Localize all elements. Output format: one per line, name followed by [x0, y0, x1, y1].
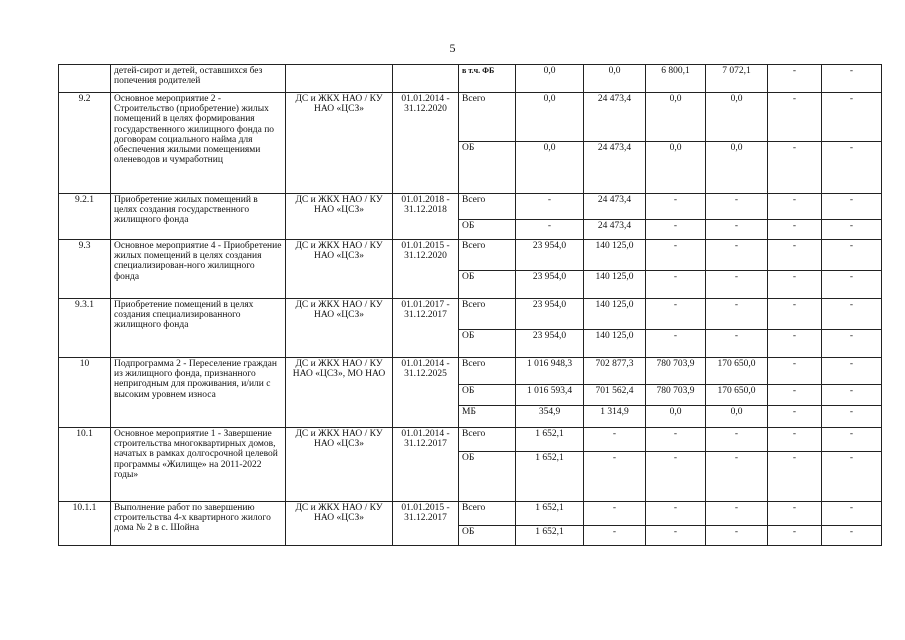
amount-cell: -	[768, 142, 822, 194]
executor-cell: ДС и ЖКХ НАО / КУ НАО «ЦСЗ»	[286, 93, 393, 194]
table-row	[59, 299, 882, 330]
amount-cell: -	[646, 240, 706, 271]
amount-cell: -	[706, 452, 768, 502]
measure-name-cell: Основное мероприятие 4 - Приобретение жилых помещений в целях создания специализирован-ного жилищного фонда	[111, 240, 286, 299]
amount-cell: -	[706, 271, 768, 299]
measure-name-cell: детей-сирот и детей, оставшихся без попечения родителей	[111, 65, 286, 93]
amount-cell: -	[768, 194, 822, 220]
amount-cell: 1 314,9	[584, 406, 646, 428]
amount-cell: -	[768, 526, 822, 546]
amount-cell: 1 652,1	[516, 502, 584, 526]
amount-cell: -	[768, 271, 822, 299]
measure-name-cell: Приобретение жилых помещений в целях создания государственного жилищного фонда	[111, 194, 286, 240]
amount-cell: 780 703,9	[646, 385, 706, 406]
amount-cell: 0,0	[646, 93, 706, 142]
amount-cell: -	[822, 452, 882, 502]
funding-source-cell: Всего	[459, 502, 516, 526]
amount-cell: -	[646, 330, 706, 358]
table-row	[59, 502, 882, 526]
funding-source-cell: ОБ	[459, 452, 516, 502]
amount-cell: 140 125,0	[584, 330, 646, 358]
amount-cell: -	[822, 220, 882, 240]
row-number-cell: 9.3.1	[59, 299, 111, 358]
amount-cell: -	[822, 385, 882, 406]
amount-cell: 23 954,0	[516, 271, 584, 299]
table-row	[59, 194, 882, 220]
amount-cell: 23 954,0	[516, 299, 584, 330]
funding-source-cell: Всего	[459, 93, 516, 142]
amount-cell: -	[768, 406, 822, 428]
amount-cell: -	[822, 502, 882, 526]
amount-cell: -	[768, 299, 822, 330]
amount-cell: 140 125,0	[584, 299, 646, 330]
amount-cell: -	[646, 271, 706, 299]
amount-cell: -	[822, 428, 882, 452]
amount-cell: 1 652,1	[516, 526, 584, 546]
amount-cell: -	[646, 428, 706, 452]
amount-cell: -	[706, 502, 768, 526]
amount-cell: 1 016 593,4	[516, 385, 584, 406]
amount-cell: 0,0	[706, 406, 768, 428]
row-number-cell: 9.3	[59, 240, 111, 299]
amount-cell: -	[822, 142, 882, 194]
amount-cell: -	[706, 220, 768, 240]
amount-cell: 24 473,4	[584, 93, 646, 142]
row-number-cell: 9.2.1	[59, 194, 111, 240]
amount-cell: 780 703,9	[646, 358, 706, 385]
table-row	[59, 240, 882, 271]
amount-cell: -	[768, 385, 822, 406]
period-cell: 01.01.2018 - 31.12.2018	[393, 194, 459, 240]
executor-cell: ДС и ЖКХ НАО / КУ НАО «ЦСЗ»	[286, 502, 393, 546]
amount-cell: 701 562,4	[584, 385, 646, 406]
amount-cell: 0,0	[706, 93, 768, 142]
amount-cell: -	[516, 220, 584, 240]
amount-cell: -	[768, 502, 822, 526]
table-row	[59, 428, 882, 452]
row-number-cell: 10	[59, 358, 111, 428]
funding-source-cell: ОБ	[459, 220, 516, 240]
row-number-cell: 10.1.1	[59, 502, 111, 546]
amount-cell: 0,0	[706, 142, 768, 194]
amount-cell: -	[706, 526, 768, 546]
measure-name-cell: Основное мероприятие 2 - Строительство (приобретение) жилых помещений в целях формирования государственного жилищного фонда по договорам социального найма для обеспечения жилыми помещениями оленеводов и чумработниц	[111, 93, 286, 194]
amount-cell: -	[822, 65, 882, 93]
amount-cell: 1 016 948,3	[516, 358, 584, 385]
measure-name-cell: Приобретение помещений в целях создания специализированного жилищного фонда	[111, 299, 286, 358]
table-body	[59, 65, 882, 546]
measure-name-cell: Основное мероприятие 1 - Завершение строительства многоквартирных домов, начатых в рамках долгосрочной целевой программы «Жилище» на 2011-2022 годы»	[111, 428, 286, 502]
amount-cell: 0,0	[516, 142, 584, 194]
amount-cell: -	[768, 65, 822, 93]
executor-cell: ДС и ЖКХ НАО / КУ НАО «ЦСЗ»	[286, 428, 393, 502]
executor-cell: ДС и ЖКХ НАО / КУ НАО «ЦСЗ», МО НАО	[286, 358, 393, 428]
amount-cell: -	[646, 299, 706, 330]
funding-source-cell: Всего	[459, 240, 516, 271]
executor-cell: ДС и ЖКХ НАО / КУ НАО «ЦСЗ»	[286, 240, 393, 299]
row-number-cell	[59, 65, 111, 93]
amount-cell: -	[768, 358, 822, 385]
amount-cell: 170 650,0	[706, 358, 768, 385]
funding-source-cell: Всего	[459, 428, 516, 452]
amount-cell: 0,0	[516, 93, 584, 142]
funding-source-cell: ОБ	[459, 526, 516, 546]
amount-cell: -	[706, 299, 768, 330]
period-cell	[393, 65, 459, 93]
funding-source-cell: ОБ	[459, 330, 516, 358]
funding-source-cell: ОБ	[459, 142, 516, 194]
amount-cell: -	[516, 194, 584, 220]
amount-cell: -	[646, 502, 706, 526]
period-cell: 01.01.2015 - 31.12.2017	[393, 502, 459, 546]
amount-cell: 1 652,1	[516, 452, 584, 502]
measure-name-cell: Выполнение работ по завершению строительства 4-х квартирного жилого дома № 2 в с. Шойна	[111, 502, 286, 546]
amount-cell: -	[706, 194, 768, 220]
amount-cell: -	[584, 526, 646, 546]
amount-cell: -	[646, 194, 706, 220]
program-table	[58, 64, 882, 546]
amount-cell: -	[584, 428, 646, 452]
amount-cell: -	[822, 406, 882, 428]
amount-cell: -	[646, 526, 706, 546]
amount-cell: -	[768, 220, 822, 240]
amount-cell: -	[768, 452, 822, 502]
amount-cell: 354,9	[516, 406, 584, 428]
amount-cell: -	[822, 240, 882, 271]
row-number-cell: 9.2	[59, 93, 111, 194]
table-row	[59, 93, 882, 142]
amount-cell: -	[822, 194, 882, 220]
amount-cell: -	[706, 330, 768, 358]
amount-cell: -	[584, 502, 646, 526]
amount-cell: -	[768, 428, 822, 452]
amount-cell: -	[822, 93, 882, 142]
amount-cell: -	[768, 240, 822, 271]
period-cell: 01.01.2014 - 31.12.2020	[393, 93, 459, 194]
amount-cell: -	[822, 358, 882, 385]
amount-cell: -	[822, 330, 882, 358]
amount-cell: 702 877,3	[584, 358, 646, 385]
funding-source-cell: Всего	[459, 299, 516, 330]
amount-cell: 7 072,1	[706, 65, 768, 93]
funding-source-cell: Всего	[459, 358, 516, 385]
amount-cell: 0,0	[646, 406, 706, 428]
period-cell: 01.01.2014 - 31.12.2017	[393, 428, 459, 502]
table-row	[59, 358, 882, 385]
amount-cell: 170 650,0	[706, 385, 768, 406]
executor-cell: ДС и ЖКХ НАО / КУ НАО «ЦСЗ»	[286, 299, 393, 358]
executor-cell: ДС и ЖКХ НАО / КУ НАО «ЦСЗ»	[286, 194, 393, 240]
amount-cell: -	[646, 452, 706, 502]
amount-cell: -	[822, 526, 882, 546]
period-cell: 01.01.2015 - 31.12.2020	[393, 240, 459, 299]
table-row	[59, 65, 882, 93]
funding-source-cell: ОБ	[459, 385, 516, 406]
amount-cell: 1 652,1	[516, 428, 584, 452]
funding-source-cell: ОБ	[459, 271, 516, 299]
funding-source-cell: в т.ч. ФБ	[459, 65, 516, 93]
amount-cell: -	[646, 220, 706, 240]
amount-cell: 0,0	[516, 65, 584, 93]
amount-cell: -	[584, 452, 646, 502]
period-cell: 01.01.2017 - 31.12.2017	[393, 299, 459, 358]
amount-cell: 24 473,4	[584, 220, 646, 240]
amount-cell: -	[822, 299, 882, 330]
period-cell: 01.01.2014 - 31.12.2025	[393, 358, 459, 428]
measure-name-cell: Подпрограмма 2 - Переселение граждан из жилищного фонда, признанного непригодным для проживания, и/или с высоким уровнем износа	[111, 358, 286, 428]
page-number: 5	[449, 41, 456, 55]
amount-cell: -	[822, 271, 882, 299]
amount-cell: 23 954,0	[516, 240, 584, 271]
amount-cell: 24 473,4	[584, 142, 646, 194]
amount-cell: -	[706, 428, 768, 452]
amount-cell: 24 473,4	[584, 194, 646, 220]
row-number-cell: 10.1	[59, 428, 111, 502]
funding-source-cell: МБ	[459, 406, 516, 428]
executor-cell	[286, 65, 393, 93]
amount-cell: 23 954,0	[516, 330, 584, 358]
amount-cell: 0,0	[646, 142, 706, 194]
amount-cell: -	[706, 240, 768, 271]
amount-cell: 6 800,1	[646, 65, 706, 93]
amount-cell: -	[768, 330, 822, 358]
amount-cell: 140 125,0	[584, 240, 646, 271]
funding-source-cell: Всего	[459, 194, 516, 220]
amount-cell: 0,0	[584, 65, 646, 93]
amount-cell: 140 125,0	[584, 271, 646, 299]
amount-cell: -	[768, 93, 822, 142]
